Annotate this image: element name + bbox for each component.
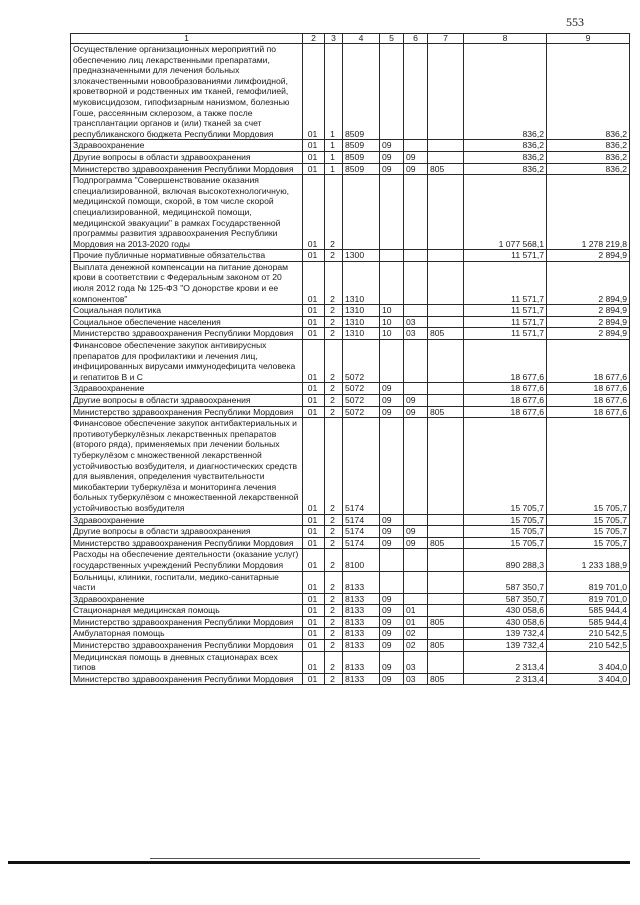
amount-year-1: 18 677,6 xyxy=(464,383,547,395)
code-chapter: 09 xyxy=(380,628,404,640)
code-ministry xyxy=(428,571,464,593)
code-chapter: 09 xyxy=(380,140,404,152)
code-subchapter: 03 xyxy=(404,651,428,673)
code-subsection: 2 xyxy=(325,526,343,538)
code-ministry xyxy=(428,605,464,617)
code-subsection: 2 xyxy=(325,640,343,652)
amount-year-2: 585 944,4 xyxy=(547,605,630,617)
amount-year-1: 430 058,6 xyxy=(464,616,547,628)
budget-table xyxy=(70,33,630,685)
code-chapter xyxy=(380,549,404,571)
code-chapter xyxy=(380,44,404,140)
table-row xyxy=(71,383,630,395)
code-chapter xyxy=(380,418,404,514)
code-subsection: 2 xyxy=(325,549,343,571)
code-section: 01 xyxy=(303,537,325,549)
amount-year-2: 2 894,9 xyxy=(547,328,630,340)
code-subchapter: 02 xyxy=(404,628,428,640)
table-body xyxy=(71,44,630,685)
row-name: Медицинская помощь в дневных стационарах всех типов xyxy=(71,651,303,673)
amount-year-2: 18 677,6 xyxy=(547,406,630,418)
code-ministry xyxy=(428,44,464,140)
code-subsection: 2 xyxy=(325,628,343,640)
code-target-item: 5072 xyxy=(343,395,380,407)
code-subsection: 2 xyxy=(325,514,343,526)
amount-year-2: 585 944,4 xyxy=(547,616,630,628)
amount-year-1: 18 677,6 xyxy=(464,395,547,407)
table-row xyxy=(71,44,630,140)
code-chapter: 09 xyxy=(380,151,404,163)
code-subsection: 2 xyxy=(325,328,343,340)
code-chapter: 09 xyxy=(380,673,404,685)
code-section: 01 xyxy=(303,605,325,617)
amount-year-1: 2 313,4 xyxy=(464,651,547,673)
code-section: 01 xyxy=(303,261,325,304)
code-subchapter xyxy=(404,175,428,250)
code-subsection: 2 xyxy=(325,537,343,549)
code-subsection: 2 xyxy=(325,651,343,673)
amount-year-1: 15 705,7 xyxy=(464,418,547,514)
table-row xyxy=(71,537,630,549)
code-target-item: 5072 xyxy=(343,383,380,395)
code-ministry xyxy=(428,305,464,317)
code-section: 01 xyxy=(303,328,325,340)
code-subchapter: 09 xyxy=(404,526,428,538)
code-ministry xyxy=(428,418,464,514)
table-row xyxy=(71,261,630,304)
code-ministry xyxy=(428,151,464,163)
table-header xyxy=(71,34,630,44)
row-name: Больницы, клиники, госпитали, медико-санитарные части xyxy=(71,571,303,593)
code-ministry: 805 xyxy=(428,328,464,340)
code-subchapter: 02 xyxy=(404,640,428,652)
code-subchapter: 09 xyxy=(404,406,428,418)
code-target-item: 8133 xyxy=(343,628,380,640)
code-subsection: 2 xyxy=(325,571,343,593)
amount-year-1: 430 058,6 xyxy=(464,605,547,617)
table-row xyxy=(71,605,630,617)
amount-year-2: 836,2 xyxy=(547,140,630,152)
table-row xyxy=(71,140,630,152)
table-row xyxy=(71,673,630,685)
row-name: Министерство здравоохранения Республики Мордовия xyxy=(71,673,303,685)
code-chapter: 09 xyxy=(380,651,404,673)
amount-year-1: 11 571,7 xyxy=(464,328,547,340)
code-section: 01 xyxy=(303,175,325,250)
amount-year-1: 15 705,7 xyxy=(464,514,547,526)
amount-year-1: 890 288,3 xyxy=(464,549,547,571)
code-ministry xyxy=(428,383,464,395)
amount-year-2: 836,2 xyxy=(547,151,630,163)
amount-year-1: 836,2 xyxy=(464,140,547,152)
code-subchapter: 01 xyxy=(404,605,428,617)
code-chapter: 09 xyxy=(380,406,404,418)
code-section: 01 xyxy=(303,616,325,628)
code-ministry: 805 xyxy=(428,406,464,418)
code-section: 01 xyxy=(303,418,325,514)
table-row xyxy=(71,328,630,340)
code-subchapter xyxy=(404,140,428,152)
code-subsection: 2 xyxy=(325,395,343,407)
amount-year-2: 836,2 xyxy=(547,44,630,140)
code-subsection: 1 xyxy=(325,151,343,163)
code-subsection: 2 xyxy=(325,175,343,250)
code-subchapter xyxy=(404,549,428,571)
amount-year-2: 15 705,7 xyxy=(547,514,630,526)
code-target-item xyxy=(343,175,380,250)
code-chapter: 09 xyxy=(380,383,404,395)
code-ministry xyxy=(428,316,464,328)
row-name: Расходы на обеспечение деятельности (оказание услуг) государственных учреждений Республики Мордовия xyxy=(71,549,303,571)
row-name: Здравоохранение xyxy=(71,383,303,395)
code-section: 01 xyxy=(303,151,325,163)
code-subchapter: 01 xyxy=(404,616,428,628)
code-subsection: 2 xyxy=(325,383,343,395)
row-name: Здравоохранение xyxy=(71,593,303,605)
code-chapter xyxy=(380,250,404,262)
page-bottom-rule xyxy=(8,861,630,864)
column-header: 1 xyxy=(71,34,303,44)
code-subchapter xyxy=(404,44,428,140)
code-section: 01 xyxy=(303,593,325,605)
code-target-item: 8133 xyxy=(343,616,380,628)
code-section: 01 xyxy=(303,140,325,152)
row-name: Здравоохранение xyxy=(71,140,303,152)
amount-year-1: 1 077 568,1 xyxy=(464,175,547,250)
row-name: Подпрограмма "Совершенствование оказания специализированной, включая высокотехнологичную, медицинской помощи, скорой, в том числе скорой специализированной, медицинской помощи, медицинской эвакуации" в рамках Государственной программы развития здравоохранения Республики Мордовия на 2013-2020 годы xyxy=(71,175,303,250)
code-subchapter xyxy=(404,383,428,395)
amount-year-1: 139 732,4 xyxy=(464,628,547,640)
code-section: 01 xyxy=(303,651,325,673)
code-chapter: 09 xyxy=(380,526,404,538)
code-chapter xyxy=(380,571,404,593)
code-ministry: 805 xyxy=(428,616,464,628)
code-ministry xyxy=(428,395,464,407)
code-target-item: 8100 xyxy=(343,549,380,571)
code-subsection: 2 xyxy=(325,406,343,418)
code-section: 01 xyxy=(303,571,325,593)
amount-year-2: 2 894,9 xyxy=(547,316,630,328)
row-name: Выплата денежной компенсации на питание донорам крови в соответствии с Федеральным законом от 20 июля 2012 года № 125-ФЗ "О донорстве крови и ее компонентов" xyxy=(71,261,303,304)
amount-year-2: 15 705,7 xyxy=(547,526,630,538)
code-target-item: 8509 xyxy=(343,151,380,163)
code-target-item: 8133 xyxy=(343,673,380,685)
code-target-item: 8509 xyxy=(343,140,380,152)
code-section: 01 xyxy=(303,305,325,317)
amount-year-1: 2 313,4 xyxy=(464,673,547,685)
page-number: 553 xyxy=(566,15,584,29)
code-ministry xyxy=(428,526,464,538)
amount-year-1: 11 571,7 xyxy=(464,250,547,262)
table-row xyxy=(71,571,630,593)
code-subchapter xyxy=(404,261,428,304)
table-row xyxy=(71,151,630,163)
amount-year-1: 11 571,7 xyxy=(464,261,547,304)
table-row xyxy=(71,340,630,383)
code-subsection: 2 xyxy=(325,616,343,628)
amount-year-2: 3 404,0 xyxy=(547,673,630,685)
column-header: 3 xyxy=(325,34,343,44)
code-ministry xyxy=(428,549,464,571)
code-chapter: 10 xyxy=(380,328,404,340)
row-name: Другие вопросы в области здравоохранения xyxy=(71,526,303,538)
code-subchapter: 09 xyxy=(404,537,428,549)
code-chapter: 09 xyxy=(380,616,404,628)
code-target-item: 8509 xyxy=(343,163,380,175)
code-ministry: 805 xyxy=(428,673,464,685)
code-chapter: 09 xyxy=(380,605,404,617)
amount-year-2: 18 677,6 xyxy=(547,383,630,395)
row-name: Социальная политика xyxy=(71,305,303,317)
code-target-item: 5072 xyxy=(343,406,380,418)
column-header: 9 xyxy=(547,34,630,44)
code-subchapter xyxy=(404,593,428,605)
code-ministry xyxy=(428,514,464,526)
code-target-item: 5174 xyxy=(343,537,380,549)
amount-year-1: 15 705,7 xyxy=(464,537,547,549)
code-target-item: 8133 xyxy=(343,640,380,652)
column-header: 5 xyxy=(380,34,404,44)
code-ministry xyxy=(428,628,464,640)
code-section: 01 xyxy=(303,628,325,640)
code-target-item: 1300 xyxy=(343,250,380,262)
amount-year-1: 587 350,7 xyxy=(464,593,547,605)
column-header: 6 xyxy=(404,34,428,44)
amount-year-1: 139 732,4 xyxy=(464,640,547,652)
amount-year-2: 1 278 219,8 xyxy=(547,175,630,250)
row-name: Стационарная медицинская помощь xyxy=(71,605,303,617)
column-header: 7 xyxy=(428,34,464,44)
row-name: Финансовое обеспечение закупок антибактериальных и противотуберкулёзных лекарственных препаратов (второго ряда), применяемых при лечении больных туберкулёзом с множественной лекарственной устойчивостью возбудителя, и диагностических средств для выявления, определения чувствительности микобактерии туберкулёза и мониторинга лечения больных туберкулёзом с множественной лекарственной устойчивостью возбудителя xyxy=(71,418,303,514)
code-subchapter xyxy=(404,250,428,262)
code-subsection: 1 xyxy=(325,44,343,140)
amount-year-2: 18 677,6 xyxy=(547,340,630,383)
column-header: 2 xyxy=(303,34,325,44)
column-header: 4 xyxy=(343,34,380,44)
row-name: Министерство здравоохранения Республики Мордовия xyxy=(71,640,303,652)
code-section: 01 xyxy=(303,395,325,407)
amount-year-1: 836,2 xyxy=(464,151,547,163)
code-ministry xyxy=(428,651,464,673)
code-chapter: 09 xyxy=(380,640,404,652)
table-row xyxy=(71,163,630,175)
amount-year-2: 836,2 xyxy=(547,163,630,175)
code-subchapter xyxy=(404,571,428,593)
row-name: Здравоохранение xyxy=(71,514,303,526)
amount-year-1: 11 571,7 xyxy=(464,316,547,328)
code-subsection: 2 xyxy=(325,305,343,317)
row-name: Министерство здравоохранения Республики Мордовия xyxy=(71,406,303,418)
table-row xyxy=(71,526,630,538)
code-chapter: 10 xyxy=(380,305,404,317)
code-subsection: 2 xyxy=(325,673,343,685)
code-subsection: 2 xyxy=(325,316,343,328)
code-subchapter xyxy=(404,305,428,317)
code-section: 01 xyxy=(303,44,325,140)
code-section: 01 xyxy=(303,340,325,383)
table-row xyxy=(71,616,630,628)
amount-year-2: 210 542,5 xyxy=(547,640,630,652)
table-row xyxy=(71,593,630,605)
code-subchapter xyxy=(404,418,428,514)
amount-year-1: 18 677,6 xyxy=(464,406,547,418)
row-name: Амбулаторная помощь xyxy=(71,628,303,640)
code-ministry xyxy=(428,140,464,152)
amount-year-1: 836,2 xyxy=(464,163,547,175)
table-row xyxy=(71,514,630,526)
amount-year-2: 819 701,0 xyxy=(547,571,630,593)
code-target-item: 1310 xyxy=(343,316,380,328)
row-name: Финансовое обеспечение закупок антивирусных препаратов для профилактики и лечения лиц, инфицированных вирусами иммунодефицита человека и гепатитов В и С xyxy=(71,340,303,383)
code-chapter: 09 xyxy=(380,593,404,605)
code-target-item: 8133 xyxy=(343,651,380,673)
code-target-item: 5174 xyxy=(343,418,380,514)
code-chapter: 09 xyxy=(380,395,404,407)
code-subsection: 2 xyxy=(325,605,343,617)
row-name: Министерство здравоохранения Республики Мордовия xyxy=(71,163,303,175)
code-subchapter: 03 xyxy=(404,316,428,328)
code-ministry: 805 xyxy=(428,537,464,549)
amount-year-2: 819 701,0 xyxy=(547,593,630,605)
code-chapter: 09 xyxy=(380,514,404,526)
code-chapter: 09 xyxy=(380,163,404,175)
amount-year-2: 15 705,7 xyxy=(547,537,630,549)
code-subchapter: 03 xyxy=(404,328,428,340)
amount-year-1: 587 350,7 xyxy=(464,571,547,593)
row-name: Другие вопросы в области здравоохранения xyxy=(71,151,303,163)
table-row xyxy=(71,418,630,514)
code-ministry xyxy=(428,340,464,383)
row-name: Другие вопросы в области здравоохранения xyxy=(71,395,303,407)
table-row xyxy=(71,175,630,250)
code-section: 01 xyxy=(303,316,325,328)
code-chapter: 09 xyxy=(380,537,404,549)
code-subsection: 2 xyxy=(325,340,343,383)
table-row xyxy=(71,640,630,652)
amount-year-1: 18 677,6 xyxy=(464,340,547,383)
row-name: Прочие публичные нормативные обязательства xyxy=(71,250,303,262)
code-section: 01 xyxy=(303,383,325,395)
code-subsection: 2 xyxy=(325,250,343,262)
table-row xyxy=(71,628,630,640)
code-target-item: 8133 xyxy=(343,605,380,617)
code-subchapter: 09 xyxy=(404,151,428,163)
code-subchapter: 09 xyxy=(404,163,428,175)
row-name: Министерство здравоохранения Республики Мордовия xyxy=(71,328,303,340)
row-name: Министерство здравоохранения Республики Мордовия xyxy=(71,616,303,628)
code-target-item: 1310 xyxy=(343,328,380,340)
code-section: 01 xyxy=(303,673,325,685)
code-section: 01 xyxy=(303,406,325,418)
amount-year-2: 18 677,6 xyxy=(547,395,630,407)
code-target-item: 8509 xyxy=(343,44,380,140)
code-target-item: 1310 xyxy=(343,305,380,317)
code-target-item: 5174 xyxy=(343,526,380,538)
code-ministry: 805 xyxy=(428,163,464,175)
table-row xyxy=(71,395,630,407)
code-chapter xyxy=(380,261,404,304)
code-subchapter: 03 xyxy=(404,673,428,685)
table-row xyxy=(71,316,630,328)
amount-year-1: 15 705,7 xyxy=(464,526,547,538)
table-row xyxy=(71,549,630,571)
code-subchapter: 09 xyxy=(404,395,428,407)
scan-line-thin xyxy=(150,858,480,859)
code-target-item: 8133 xyxy=(343,593,380,605)
code-ministry xyxy=(428,175,464,250)
code-ministry: 805 xyxy=(428,640,464,652)
code-subsection: 2 xyxy=(325,418,343,514)
code-target-item: 5072 xyxy=(343,340,380,383)
table-row xyxy=(71,305,630,317)
amount-year-2: 3 404,0 xyxy=(547,651,630,673)
code-chapter xyxy=(380,340,404,383)
amount-year-2: 2 894,9 xyxy=(547,305,630,317)
code-section: 01 xyxy=(303,640,325,652)
amount-year-2: 15 705,7 xyxy=(547,418,630,514)
code-chapter xyxy=(380,175,404,250)
code-ministry xyxy=(428,593,464,605)
code-section: 01 xyxy=(303,514,325,526)
amount-year-1: 836,2 xyxy=(464,44,547,140)
amount-year-2: 2 894,9 xyxy=(547,261,630,304)
code-subchapter xyxy=(404,340,428,383)
code-target-item: 8133 xyxy=(343,571,380,593)
amount-year-2: 1 233 188,9 xyxy=(547,549,630,571)
table-row xyxy=(71,250,630,262)
amount-year-2: 2 894,9 xyxy=(547,250,630,262)
code-section: 01 xyxy=(303,549,325,571)
code-ministry xyxy=(428,261,464,304)
code-target-item: 5174 xyxy=(343,514,380,526)
code-subsection: 1 xyxy=(325,140,343,152)
code-subsection: 1 xyxy=(325,163,343,175)
code-target-item: 1310 xyxy=(343,261,380,304)
code-section: 01 xyxy=(303,250,325,262)
code-section: 01 xyxy=(303,526,325,538)
code-subsection: 2 xyxy=(325,593,343,605)
code-section: 01 xyxy=(303,163,325,175)
amount-year-2: 210 542,5 xyxy=(547,628,630,640)
code-ministry xyxy=(428,250,464,262)
code-chapter: 10 xyxy=(380,316,404,328)
table-row xyxy=(71,651,630,673)
row-name: Министерство здравоохранения Республики Мордовия xyxy=(71,537,303,549)
row-name: Осуществление организационных мероприятий по обеспечению лиц лекарственными препаратами, предназначенными для лечения больных злокачественными новообразованиями лимфоидной, кроветворной и родственных им тканей, гемофилией, муковисцидозом, гипофизарным нанизмом, болезнью Гоше, рассеянным склерозом, а также после трансплантации органов и (или) тканей за счет республиканского бюджета Республики Мордовия xyxy=(71,44,303,140)
column-header: 8 xyxy=(464,34,547,44)
table-row xyxy=(71,406,630,418)
amount-year-1: 11 571,7 xyxy=(464,305,547,317)
row-name: Социальное обеспечение населения xyxy=(71,316,303,328)
code-subchapter xyxy=(404,514,428,526)
code-subsection: 2 xyxy=(325,261,343,304)
